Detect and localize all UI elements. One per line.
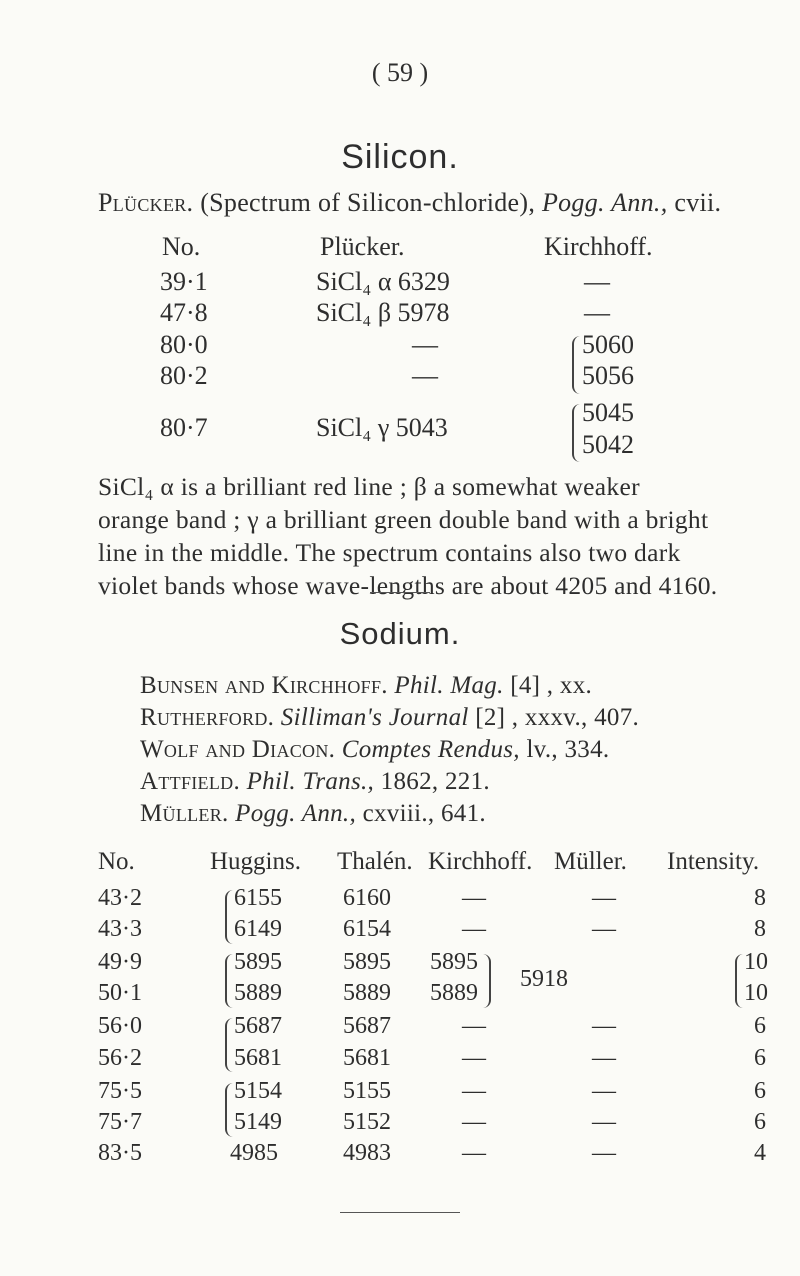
sodium-row-muller: — <box>592 1140 616 1166</box>
reference-authors: Müller. <box>140 800 229 827</box>
reference-authors: Wolf and Diacon. <box>140 736 336 763</box>
sodium-row-thalen: 4983 <box>343 1140 391 1166</box>
huggins-brace <box>225 890 234 944</box>
sodium-row-intensity: 10 <box>744 949 768 975</box>
intensity-brace <box>735 954 744 1008</box>
paragraph-line: violet bands whose wave-lengths are about 4205 and 4160. <box>98 571 718 600</box>
sodium-row-intensity: 8 <box>754 885 766 911</box>
sodium-row-muller: — <box>592 885 616 911</box>
sodium-row-no: 50·1 <box>98 980 142 1006</box>
reference-item <box>140 736 609 764</box>
reference-item <box>140 704 639 732</box>
reference-item <box>140 672 592 700</box>
reference-item <box>140 800 486 828</box>
sodium-col-intensity: Intensity. <box>667 848 760 875</box>
silicon-row-kirchhoff: — <box>584 298 610 327</box>
sodium-row-kirchhoff: — <box>462 1140 486 1166</box>
sodium-row-huggins: 6155 <box>234 885 282 911</box>
silicon-col-kirchhoff: Kirchhoff. <box>544 232 653 261</box>
sodium-row-muller: — <box>592 1013 616 1039</box>
sodium-row-intensity: 6 <box>754 1078 766 1104</box>
silicon-col-plucker: Plücker. <box>320 232 405 261</box>
silicon-row-no: 80·2 <box>160 361 208 390</box>
sodium-row-kirchhoff: 5895 <box>430 949 478 975</box>
sodium-col-thalen: Thalén. <box>337 848 413 875</box>
reference-details: cxviii., 641. <box>362 800 486 827</box>
silicon-row-no: 80·7 <box>160 413 208 442</box>
reference-details: 1862, 221. <box>380 768 490 795</box>
sodium-row-thalen: 5895 <box>343 949 391 975</box>
sodium-row-intensity: 6 <box>754 1013 766 1039</box>
sodium-row-no: 43·3 <box>98 916 142 942</box>
sodium-row-kirchhoff: — <box>462 885 486 911</box>
sodium-row-thalen: 5681 <box>343 1045 391 1071</box>
sodium-row-thalen: 6154 <box>343 916 391 942</box>
sodium-row-no: 83·5 <box>98 1140 142 1166</box>
reference-authors: Rutherford. <box>140 704 275 731</box>
sodium-col-no: No. <box>98 848 135 875</box>
sodium-row-thalen: 5155 <box>343 1078 391 1104</box>
paragraph-line: line in the middle. The spectrum contains also two dark <box>98 538 681 567</box>
sodium-row-intensity: 6 <box>754 1045 766 1071</box>
silicon-row-no: 80·0 <box>160 330 208 359</box>
sodium-row-kirchhoff: 5889 <box>430 980 478 1006</box>
silicon-description: (Spectrum of Silicon-chloride), <box>200 188 536 217</box>
reference-details: [2] , xxxv., 407. <box>475 704 640 731</box>
page-number: ( 59 ) <box>371 58 429 87</box>
sodium-col-muller: Müller. <box>554 848 627 875</box>
sodium-row-no: 56·2 <box>98 1045 142 1071</box>
reference-source: Phil. Trans., <box>246 768 375 795</box>
sodium-row-intensity: 10 <box>744 980 768 1006</box>
huggins-brace <box>225 1018 234 1072</box>
sodium-row-huggins: 5895 <box>234 949 282 975</box>
silicon-row-plucker: SiCl₄ α 6329 <box>316 267 450 296</box>
huggins-brace <box>225 954 234 1008</box>
sodium-row-intensity: 8 <box>754 916 766 942</box>
silicon-author: Plücker. <box>98 188 194 217</box>
sodium-row-no: 75·5 <box>98 1078 142 1104</box>
silicon-row-no: 39·1 <box>160 267 208 296</box>
sodium-row-muller: 5918 <box>520 966 568 992</box>
silicon-row-plucker: — <box>412 361 438 390</box>
sodium-col-kirchhoff: Kirchhoff. <box>428 848 533 875</box>
sodium-row-huggins: 5889 <box>234 980 282 1006</box>
sodium-row-kirchhoff: — <box>462 1013 486 1039</box>
paragraph-line: SiCl₄ α is a brilliant red line ; β a somewhat weaker <box>98 472 640 501</box>
sodium-row-intensity: 6 <box>754 1109 766 1135</box>
silicon-row-plucker: SiCl₄ γ 5043 <box>316 413 448 442</box>
sodium-col-huggins: Huggins. <box>210 848 301 875</box>
silicon-journal: Pogg. Ann., <box>541 188 668 217</box>
section-title-silicon: Silicon. <box>341 138 459 176</box>
sodium-row-no: 56·0 <box>98 1013 142 1039</box>
sodium-row-kirchhoff: — <box>462 916 486 942</box>
sodium-row-no: 49·9 <box>98 949 142 975</box>
sodium-row-kirchhoff: — <box>462 1045 486 1071</box>
silicon-col-no: No. <box>162 232 201 261</box>
silicon-volume: cvii. <box>674 188 722 217</box>
reference-source: Comptes Rendus, <box>341 736 520 763</box>
silicon-row-no: 47·8 <box>160 298 208 327</box>
sodium-row-intensity: 4 <box>754 1140 766 1166</box>
silicon-row-kirchhoff: 5056 <box>582 361 634 390</box>
silicon-row-kirchhoff: 5060 <box>582 330 634 359</box>
sodium-row-muller: — <box>592 1109 616 1135</box>
sodium-row-muller: — <box>592 916 616 942</box>
sodium-row-no: 75·7 <box>98 1109 142 1135</box>
silicon-brace <box>572 404 581 462</box>
silicon-row-plucker: — <box>412 330 438 359</box>
silicon-row-kirchhoff: — <box>584 267 610 296</box>
sodium-row-huggins: 4985 <box>230 1140 278 1166</box>
section-title-sodium: Sodium. <box>339 616 461 651</box>
reference-source: Pogg. Ann., <box>235 800 357 827</box>
footer-divider <box>340 1212 460 1213</box>
sodium-row-muller: — <box>592 1078 616 1104</box>
sodium-row-huggins: 5149 <box>234 1109 282 1135</box>
sodium-row-huggins: 5681 <box>234 1045 282 1071</box>
sodium-row-huggins: 6149 <box>234 916 282 942</box>
sodium-row-kirchhoff: — <box>462 1109 486 1135</box>
sodium-row-huggins: 5687 <box>234 1013 282 1039</box>
silicon-row-plucker: SiCl₄ β 5978 <box>316 298 450 327</box>
silicon-row-kirchhoff: 5045 <box>582 398 634 427</box>
huggins-brace <box>225 1083 234 1137</box>
sodium-row-huggins: 5154 <box>234 1078 282 1104</box>
reference-authors: Bunsen and Kirchhoff. <box>140 672 388 699</box>
sodium-row-thalen: 5889 <box>343 980 391 1006</box>
sodium-row-no: 43·2 <box>98 885 142 911</box>
reference-details: lv., 334. <box>526 736 610 763</box>
kirchhoff-brace <box>482 954 491 1008</box>
reference-source: Phil. Mag. <box>394 672 504 699</box>
sodium-row-thalen: 5687 <box>343 1013 391 1039</box>
reference-item <box>140 768 490 796</box>
silicon-row-kirchhoff: 5042 <box>582 430 634 459</box>
paragraph-line: orange band ; γ a brilliant green double band with a bright <box>98 505 709 534</box>
reference-details: [4] , xx. <box>510 672 593 699</box>
section-divider <box>370 592 430 593</box>
sodium-row-thalen: 6160 <box>343 885 391 911</box>
silicon-brace <box>572 336 581 394</box>
reference-source: Silliman's Journal <box>280 704 469 731</box>
silicon-source-header <box>98 188 721 218</box>
sodium-row-muller: — <box>592 1045 616 1071</box>
sodium-row-kirchhoff: — <box>462 1078 486 1104</box>
reference-authors: Attfield. <box>140 768 240 795</box>
sodium-row-thalen: 5152 <box>343 1109 391 1135</box>
